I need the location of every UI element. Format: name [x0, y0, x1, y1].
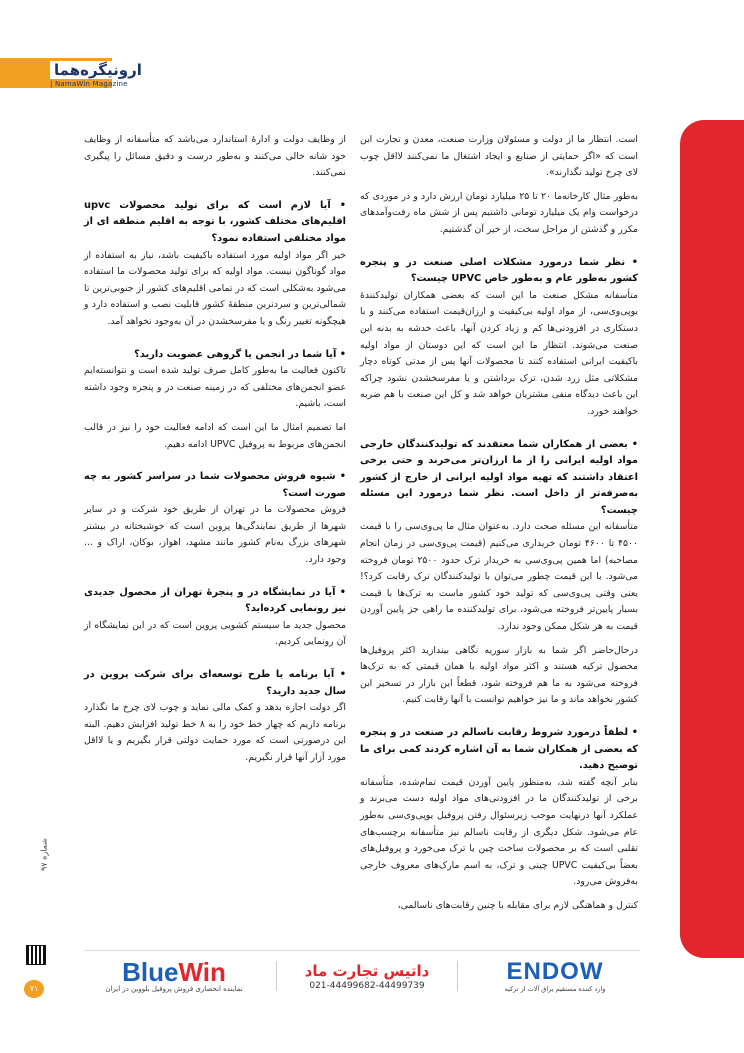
- endow-logo: ENDOW: [506, 958, 604, 985]
- paragraph: بنابر آنچه گفته شد، به‌منظور پایین آوردن قیمت تمام‌شده، متأسفانه برخی از تولیدکنندگان ما در افزودنی‌های مواد اولیه دست می‌برند و عملکرد آنها درنهایت موجب زیرسئوال رفتن پروفیل یوپی‌وی‌سی به‌طور عام می‌شود. شکل دیگری از رقابت ناسالم نیز متأسفانه برچسب‌های تقلبی است که بر محصولات ساخت چین یا ترک می‌خورد و پروفیل‌های بعضاً بی‌کیفیت UPVC چینی و ترک، به اسم مارک‌های معروف خارجی به‌فروش می‌رود.: [360, 776, 638, 888]
- bluewin-tagline: نماینده انحصاری فروش پروفیل بلووین در ایران: [105, 985, 243, 993]
- logo-text: ارونیگره‌هما: [50, 61, 146, 79]
- paragraph: متأسفانه این مسئله صحت دارد. به‌عنوان مثال ما پی‌وی‌سی را با قیمت ۴۵۰۰ تا ۴۶۰۰ تومان خریداری می‌کنیم (قیمت پی‌وی‌سی در زمان انجام مصاحبه) اما همین پی‌وی‌سی به خریدار ترک حدود ۲۵۰۰ تومان فروخته می‌شود. با این قیمت چطور می‌توان با تولیدکنندگان ترک رقابت کرد؟! یعنی وقتی پی‌وی‌سی که تولید خود کشور ماست به ترک‌ها با قیمت بسیار پایین‌تر فروخته می‌شود، برای تولیدکننده ما راهی جز پایین آوردن قیمت به هر شکل ممکن وجود ندارد.: [360, 521, 638, 633]
- question-heading: • نظر شما درمورد مشکلات اصلی صنعت در و پنجره کشور به‌طور عام و به‌طور خاص UPVC چیست؟: [360, 256, 638, 285]
- spacer: [84, 338, 346, 347]
- question-heading: • آیا در نمایشگاه در و پنجرهٔ تهران از محصول جدیدی نیز رونمایی کرده‌اید؟: [84, 586, 346, 615]
- spacer: [360, 428, 638, 437]
- bluewin-logo: [84, 959, 264, 985]
- paragraph: اگر دولت اجازه بدهد و کمک مالی نماید و چوب لای چرخ ما نگذارد برنامه داریم که چهار خط خود را به ۸ خط تولید افزایش دهیم. البته این درصورتی است که مورد حمایت دولتی قرار بگیریم و یا لااقل مورد آزار آنها قرار نگیریم.: [84, 702, 347, 763]
- paragraph: متأسفانه مشکل صنعت ما این است که بعضی همکاران تولیدکنندهٔ یوپی‌وی‌سی، از مواد اولیه بی‌کیفیت و ارزان‌قیمت استفاده می‌کنند و با دستکاری در افزودنی‌ها کم و زیاد کردن آنها، باعث خدشه به بدنه این صنعت می‌شوند. انتظار ما این است که این دوستان از مواد اولیه باکیفیت ایرانی استفاده کنند تا محصولات آنها پس از مدتی کوتاه دچار مشکلاتی مثل زرد شدن، ترک برداشتن و یا مفرسخشدن نشود چراکه این باعث دیدگاه منفی مشتریان خواهد شد و کل این صنعت با هم ضربه خواهند خورد.: [360, 289, 638, 417]
- spacer: [84, 658, 346, 667]
- paragraph: تاکنون فعالیت ما به‌طور کامل صرف تولید شده است و نتوانسته‌ایم عضو انجمن‌های مختلفی که در زمینه صنعت در و پنجره وجود داشته است، باشیم.: [84, 365, 346, 410]
- question-heading: • بعضی از همکاران شما معتقدند که تولیدکنندگان خارجی مواد اولیه ایرانی را از ما ارزان‌تر می‌خرند و حتی برخی اعتقاد داشتند که تهیه مواد اولیه ایرانی از خارج از کشور به‌صرفه‌تر از داخل است. نظر شما درمورد این مسئله چیست؟: [360, 438, 638, 516]
- bluewin-name-a: Blue: [122, 957, 179, 987]
- logo-subtitle: | NamaWin Magazine: [50, 80, 128, 88]
- spacer: [84, 460, 346, 469]
- page-number: ۷۱: [24, 980, 44, 998]
- magazine-logo: [50, 60, 146, 79]
- paragraph: اما تصمیم امثال ما این است که ادامه فعالیت خود را نیز در قالب انجمن‌های مربوط به پروفیل UPVC ادامه دهیم.: [84, 421, 346, 450]
- question-heading: • لطفاً درمورد شروط رقابت ناسالم در صنعت در و پنجره که بعضی از همکاران شما به آن اشاره کردند کمی برای ما توضیح دهید.: [360, 727, 638, 772]
- red-side-tab: [680, 120, 744, 958]
- issue-number: شماره ۹۷: [39, 838, 49, 871]
- paragraph: خیر اگر مواد اولیه مورد استفاده باکیفیت باشد، نیاز به استفاده از مواد گوناگون نیست. مواد اولیه که برای تولید محصولات ما استفاده می‌شود به‌شکلی است که در تمامی اقلیم‌های کشور از جنوبی‌ترین تا شمالی‌ترین و سردترین منطقهٔ کشور قابلیت نصب و استفاده دارد و هیچگونه تغییر رنگ و یا مفرسخشدن در آن به‌وجود نخواهد آمد.: [84, 249, 346, 327]
- spacer: [84, 576, 346, 585]
- bluewin-ad[interactable]: [84, 959, 264, 993]
- endow-tagline: وارد کننده مستقیم یراق آلات از ترکیه: [504, 985, 606, 993]
- question-heading: • آیا برنامه یا طرح توسعه‌ای برای شرکت پروین در سال جدید دارید؟: [84, 669, 346, 697]
- right-text-column: [360, 132, 638, 922]
- paragraph: کنترل و هماهنگی لازم برای مقابله با چنین رقابت‌های ناسالمی،: [397, 899, 638, 911]
- qr-code-icon: [26, 945, 46, 965]
- spacer: [360, 716, 638, 725]
- question-heading: • آیا شما در انجمن یا گروهی عضویت دارید؟: [134, 348, 346, 360]
- datis-title: داتیس تجارت ماد: [304, 962, 430, 980]
- paragraph: از وظایف دولت و ادارهٔ استاندارد می‌باشد که متأسفانه از وظایف خود شانه خالی می‌کنند و به‌طور درست و دقیق مسائل را پیگیری نمی‌کنند.: [84, 134, 346, 179]
- question-heading: • آیا لازم است که برای تولید محصولات upvc اقلیم‌های مختلف کشور، با توجه به اقلیم منطقه ای از مواد مختلفی استفاده نمود؟: [84, 199, 346, 244]
- spacer: [360, 246, 638, 255]
- advertisement-strip: [84, 950, 640, 1001]
- left-text-column: [84, 132, 346, 774]
- paragraph: است. انتظار ما از دولت و مسئولان وزارت صنعت، معدن و تجارت این است که «اگر حمایتی از صنایع و ایجاد اشتغال ما نمی‌کنند لااقل چوب لای چرخ تولید نگذارند».: [360, 134, 638, 179]
- spacer: [84, 189, 346, 198]
- datis-ad[interactable]: [276, 961, 458, 991]
- bluewin-name-b: Win: [178, 957, 226, 987]
- paragraph: فروش محصولات ما در تهران از طریق خود شرکت و در سایر شهرها از طریق نمایندگی‌ها پروین است که خوشبختانه در بیشتر شهرهای بزرگ به‌نام کشور مانند مشهد، اهواز، بوکان، اراک و ... وجود دارد.: [84, 504, 346, 566]
- paragraph: به‌طور مثال کارخانه‌ما ۲۰ تا ۲۵ میلیارد تومان ارزش دارد و در موردی که درخواست وام یک میلیارد تومانی داشتیم پس از شش ماه رفت‌وآمدهای مکرر و گذشتن از مراحل سخت، از خیر آن گذشتیم.: [360, 190, 638, 235]
- paragraph: درحال‌حاضر اگر شما به بازار سوریه نگاهی بیندازید اکثر پروفیل‌ها محصول ترکیه هستند و اکثر مواد اولیه با همان قیمتی که به ترک‌ها فروخته می‌شود به ما هم فروخته شود، قطعاً این بازار در تسخیر این کشور نخواهد ماند و ما نیز خواهیم توانست با آنها رقابت کنیم.: [360, 644, 638, 706]
- endow-ad[interactable]: [470, 959, 640, 993]
- datis-phone: 021-44499682-44499739: [309, 981, 425, 991]
- question-heading: • شیوه فروش محصولات شما در سراسر کشور به چه صورت است؟: [84, 471, 346, 499]
- paragraph: محصول جدید ما سیستم کشویی پروین است که در این نمایشگاه از آن رونمایی کردیم.: [84, 619, 346, 648]
